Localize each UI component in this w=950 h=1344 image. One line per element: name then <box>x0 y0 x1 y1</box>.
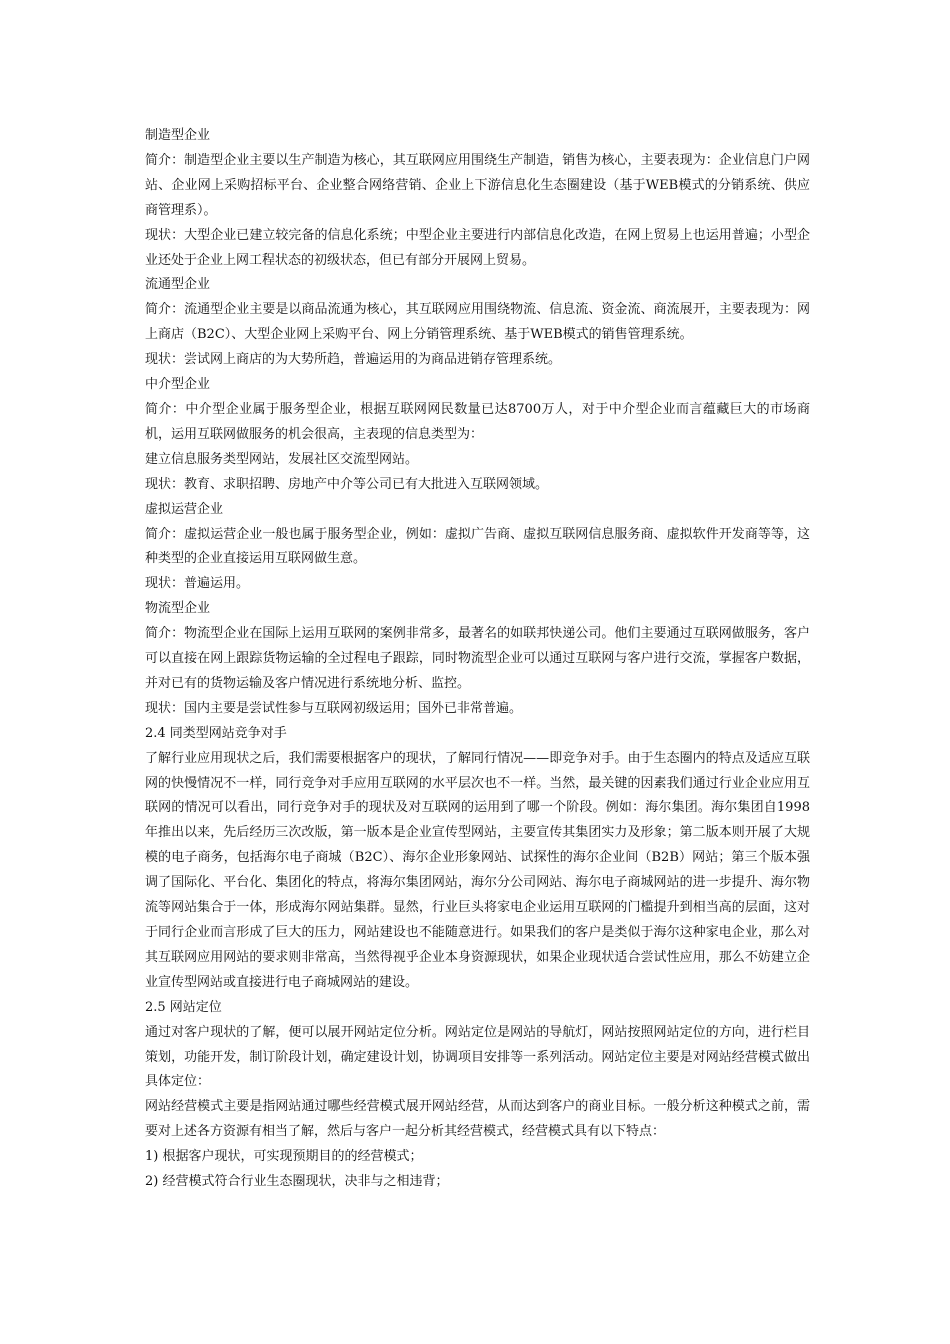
paragraph-competitors: 了解行业应用现状之后，我们需要根据客户的现状，了解同行情况——即竞争对手。由于生态圈内的特点及适应互联网的快慢情况不一样，同行竞争对手应用互联网的水平层次也不一样。当然，最关键的因素我们通过行业企业应用互联网的情况可以看出，同行竞争对手的现状及对互联网的运用到了哪一个阶段。例如：海尔集团。海尔集团自1998年推出以来，先后经历三次改版，第一版本是企业宣传型网站，主要宣传其集团实力及形象；第二版本则开展了大规模的电子商务，包括海尔电子商城（B2C）、海尔企业形象网站、试探性的海尔企业间（B2B）网站；第三个版本强调了国际化、平台化、集团化的特点，将海尔集团网站，海尔分公司网站、海尔电子商城网站的进一步提升、海尔物流等网站集合于一体，形成海尔网站集群。显然，行业巨头将家电企业运用互联网的门槛提升到相当高的层面，这对于同行企业而言形成了巨大的压力，网站建设也不能随意进行。如果我们的客户是类似于海尔这种家电企业，那么对其互联网应用网站的要求则非常高，当然得视乎企业本身资源现状，如果企业现状适合尝试性应用，那么不妨建立企业宣传型网站或直接进行电子商城网站的建设。 <box>145 750 810 990</box>
paragraph-business-model: 网站经营模式主要是指网站通过哪些经营模式展开网站经营，从而达到客户的商业目标。一般分析这种模式之前，需要对上述各方资源有相当了解，然后与客户一起分析其经营模式，经营模式具有以下特点： <box>145 1099 810 1140</box>
list-item-2: 2) 经营模式符合行业生态圈现状，决非与之相违背； <box>145 1174 449 1190</box>
section-heading-intermediary: 中介型企业 <box>145 377 211 393</box>
section-heading-manufacturing: 制造型企业 <box>145 128 211 143</box>
section-heading-circulation: 流通型企业 <box>145 277 211 293</box>
section-heading-logistics: 物流型企业 <box>145 601 211 617</box>
paragraph-logistics-status: 现状：国内主要是尝试性参与互联网初级运用；国外已非常普遍。 <box>145 700 523 716</box>
paragraph-manufacturing-status: 现状：大型企业已建立较完备的信息化系统；中型企业主要进行内部信息化改造，在网上贸易上也运用普遍；小型企业还处于企业上网工程状态的初级状态，但已有部分开展网上贸易。 <box>145 227 810 268</box>
paragraph-intermediary-status: 现状：教育、求职招聘、房地产中介等公司已有大批进入互联网领域。 <box>145 476 549 492</box>
section-heading-2-5: 2.5 网站定位 <box>145 999 222 1015</box>
paragraph-positioning: 通过对客户现状的了解，便可以展开网站定位分析。网站定位是网站的导航灯，网站按照网站定位的方向，进行栏目策划，功能开发，制订阶段计划，确定建设计划，协调项目安排等一系列活动。网站定位主要是对网站经营模式做出具体定位： <box>145 1024 810 1090</box>
paragraph-virtual-status: 现状：普遍运用。 <box>145 576 250 592</box>
paragraph-circulation-intro: 简介：流通型企业主要是以商品流通为核心，其互联网应用围绕物流、信息流、资金流、商流展开，主要表现为：网上商店（B2C）、大型企业网上采购平台、网上分销管理系统、基于WEB模式的销售管理系统。 <box>145 302 810 343</box>
document-body <box>145 124 810 1195</box>
section-heading-virtual: 虚拟运营企业 <box>145 501 224 517</box>
paragraph-circulation-status: 现状：尝试网上商店的为大势所趋，普遍运用的为商品进销存管理系统。 <box>145 352 562 368</box>
paragraph-virtual-intro: 简介：虚拟运营企业一般也属于服务型企业，例如：虚拟广告商、虚拟互联网信息服务商、虚拟软件开发商等等，这种类型的企业直接运用互联网做生意。 <box>145 526 810 567</box>
paragraph-intermediary-sites: 建立信息服务类型网站，发展社区交流型网站。 <box>145 451 419 467</box>
list-item-1: 1) 根据客户现状，可实现预期目的的经营模式； <box>145 1149 423 1165</box>
paragraph-manufacturing-intro: 简介：制造型企业主要以生产制造为核心，其互联网应用围绕生产制造，销售为核心，主要表现为：企业信息门户网站、企业网上采购招标平台、企业整合网络营销、企业上下游信息化生态圈建设（基于WEB模式的分销系统、供应商管理系）。 <box>145 152 810 218</box>
paragraph-intermediary-intro: 简介：中介型企业属于服务型企业，根据互联网网民数量已达8700万人，对于中介型企业而言蕴藏巨大的市场商机，运用互联网做服务的机会很高，主表现的信息类型为： <box>145 401 810 442</box>
section-heading-2-4: 2.4 同类型网站竞争对手 <box>145 725 287 741</box>
paragraph-logistics-intro: 简介：物流型企业在国际上运用互联网的案例非常多，最著名的如联邦快递公司。他们主要通过互联网做服务，客户可以直接在网上跟踪货物运输的全过程电子跟踪，同时物流型企业可以通过互联网与客户进行交流，掌握客户数据，并对已有的货物运输及客户情况进行系统地分析、监控。 <box>145 626 810 691</box>
